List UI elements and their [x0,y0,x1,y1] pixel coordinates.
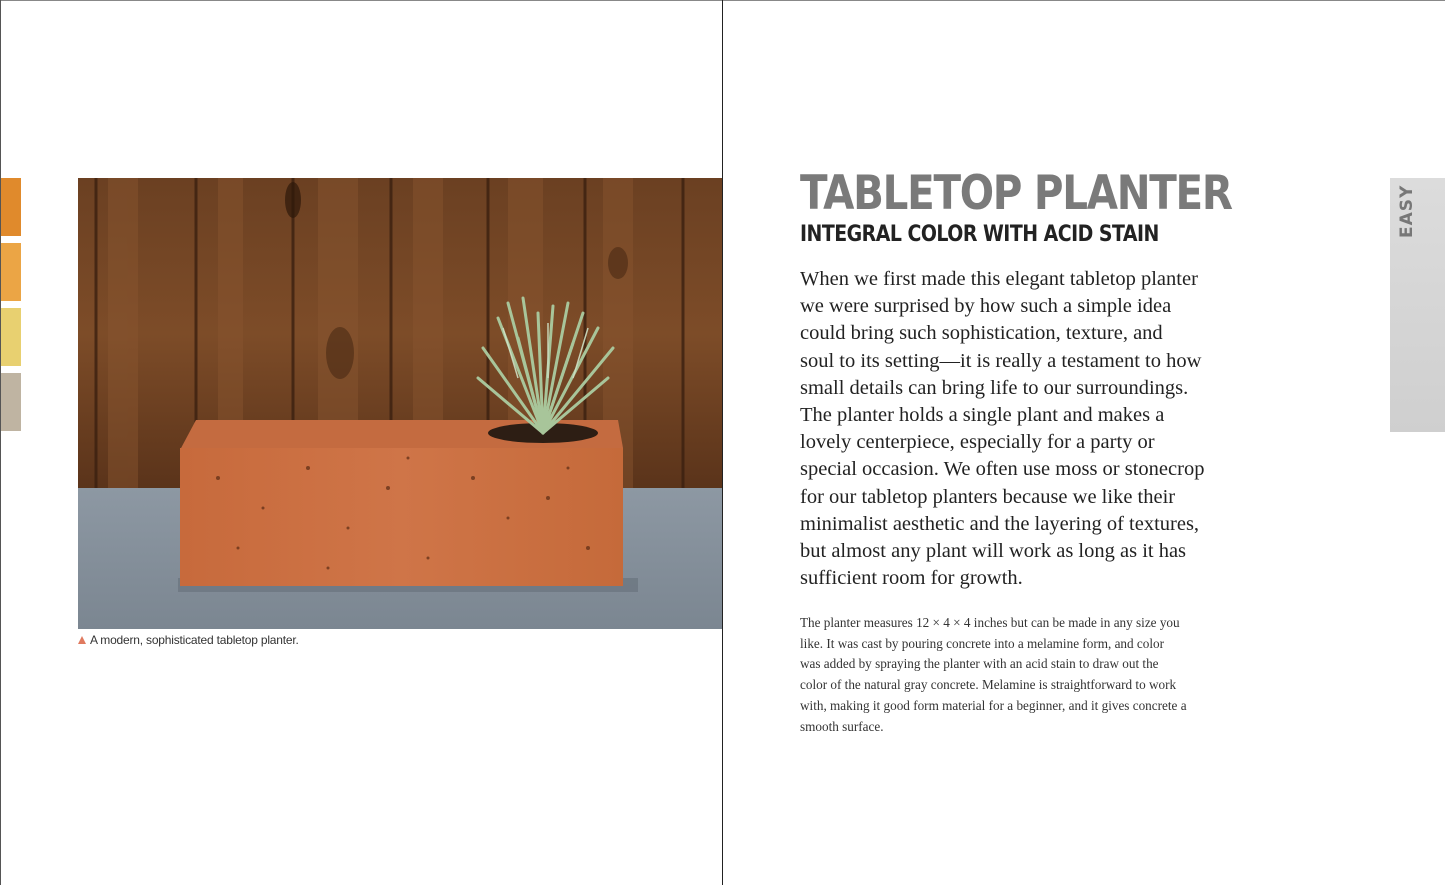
lead-line: lovely centerpiece, especially for a party or [800,431,1155,454]
swatch-1 [1,178,21,236]
swatch-4 [1,373,21,431]
lead-line: could bring such sophistication, texture, and [800,322,1163,345]
project-title: TABLETOP PLANTER [800,166,1232,221]
lead-line: but almost any plant will work as long as it has [800,540,1187,563]
lead-line: we were surprised by how such a simple idea [800,295,1172,318]
lead-line: special occasion. We often use moss or stonecrop [800,458,1205,481]
body-line: smooth surface. [800,718,884,734]
caption-text: A modern, sophisticated tabletop planter. [90,633,299,647]
difficulty-label: EASY [1397,184,1417,238]
photo-caption [78,633,299,647]
difficulty-tab [1390,178,1445,432]
swatch-2 [1,243,21,301]
color-swatches [1,178,21,438]
body-line: was added by spraying the planter with an acid stain to draw out the [800,656,1159,672]
body-line: The planter measures 12 × 4 × 4 inches but can be made in any size you [800,615,1180,630]
lead-line: for our tabletop planters because we like their [800,485,1176,508]
caption-triangle-icon [78,636,86,644]
planter-photo [78,178,722,629]
lead-paragraph [800,266,1230,592]
lead-line: soul to its setting—it is really a testament to how [800,349,1202,372]
body-line: color of the natural gray concrete. Melamine is straightforward to work [800,677,1177,693]
body-line: like. It was cast by pouring concrete into a melamine form, and color [800,635,1165,651]
lead-line: minimalist aesthetic and the layering of textures, [800,512,1200,535]
lead-line: When we first made this elegant tabletop planter [800,268,1198,290]
lead-line: sufficient room for growth. [800,567,1023,590]
body-paragraph [800,613,1230,737]
lead-line: small details can bring life to our surroundings. [800,376,1189,399]
project-subtitle: INTEGRAL COLOR WITH ACID STAIN [800,222,1159,247]
lead-line: The planter holds a single plant and makes a [800,404,1165,427]
body-line: with, making it good form material for a beginner, and it gives concrete a [800,697,1187,713]
swatch-3 [1,308,21,366]
